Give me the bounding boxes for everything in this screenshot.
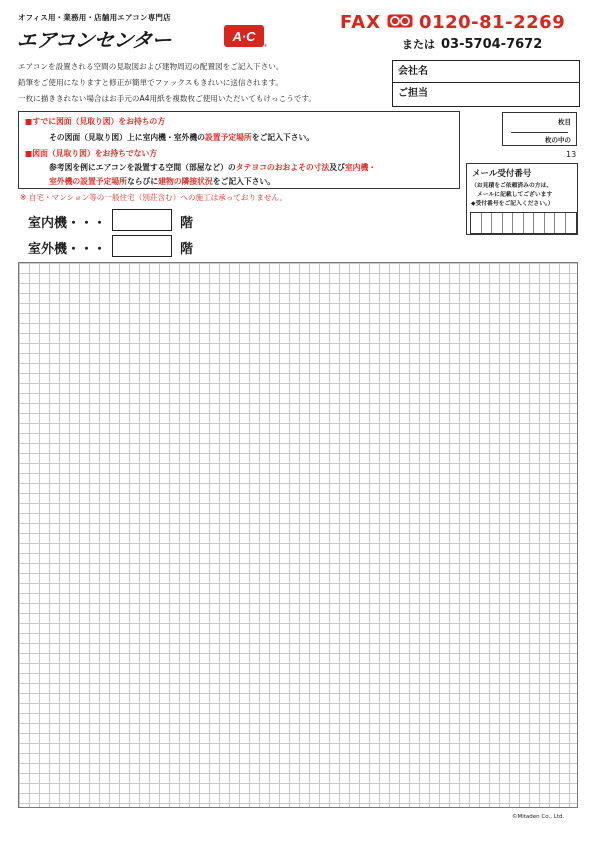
company-name-field[interactable] [393, 61, 579, 83]
logo-mark [223, 24, 269, 48]
mail-note-3: ◆受付番号をご記入ください。） [471, 201, 554, 207]
case1-title-text: すでに図面（見取り図）をお持ちの方 [32, 117, 166, 126]
contact-person-field[interactable] [393, 83, 579, 105]
page-number: 13 [566, 150, 577, 159]
mail-title: メール受付番号 [472, 169, 532, 179]
mail-digit-cell[interactable] [566, 213, 577, 233]
case2-body-2 [49, 176, 275, 187]
mail-digit-cell[interactable] [513, 213, 524, 233]
mail-digit-cell[interactable] [471, 213, 482, 233]
fax-line [340, 12, 565, 33]
case1-text-d: 室外機 [173, 133, 198, 142]
alt-prefix: または [402, 38, 435, 51]
mail-digit-cell[interactable] [534, 213, 545, 233]
case2-text-c: 及び [329, 163, 345, 172]
mail-digit-cell[interactable] [545, 213, 556, 233]
case1-text-a: その図面（見取り図）上に [49, 133, 143, 142]
outdoor-floor-input[interactable] [112, 235, 172, 257]
instructions-box [18, 111, 460, 189]
company-label: 会社名 [398, 66, 428, 77]
case2-text-e: 室外機の設置予定場所 [49, 177, 127, 186]
residential-warning: ※ 自宅・マンション等の一般住宅（別荘含む）への施工は承っておりません。 [20, 193, 288, 202]
fax-label: FAX [340, 12, 382, 33]
intro-line-3: 一枚に描ききれない場合はお手元のA4用紙を複数枚ご使用いただいてもけっこうです。 [18, 94, 316, 103]
sheet-label: 枚目 [558, 118, 571, 126]
intro-line-2: 鉛筆をご使用になりますと修正が簡単でファックスもきれいに送信されます。 [18, 78, 283, 87]
sheet-divider [511, 132, 568, 133]
case2-text-b: タテヨコのおおよその寸法 [235, 163, 330, 172]
freedial-icon [387, 12, 413, 33]
mail-digit-cell[interactable] [482, 213, 493, 233]
copyright: ©Mitaden Co., Ltd. [512, 814, 565, 820]
mail-digit-cell[interactable] [492, 213, 503, 233]
case2-body-1 [49, 162, 376, 173]
indoor-floor-suffix: 階 [180, 216, 194, 231]
case2-text-g: 建物の隣接状況 [158, 177, 213, 186]
mail-reception-box [466, 163, 578, 235]
mail-number-input[interactable] [470, 212, 577, 234]
mail-digit-cell[interactable] [524, 213, 535, 233]
case1-text-g: をご記入下さい。 [251, 133, 315, 142]
indoor-floor-input[interactable] [112, 209, 172, 231]
bullet: ■ [25, 149, 33, 158]
bullet: ■ [25, 117, 33, 126]
outdoor-floor-suffix: 階 [180, 242, 194, 257]
mail-note-1: （お見積をご依頼済みの方は、 [471, 183, 553, 189]
case2-text-a: 参考図を例にエアコンを設置する空間（部屋など）の [49, 163, 236, 172]
fax-number: 0120-81-2269 [419, 12, 566, 33]
case2-title [25, 148, 157, 159]
intro-line-1: エアコンを設置される空間の見取図および建物周辺の配置図をご記入下さい。 [18, 62, 284, 71]
contact-label: ご担当 [398, 88, 428, 99]
sheet-count-box[interactable] [502, 112, 577, 146]
mail-digit-cell[interactable] [555, 213, 566, 233]
case1-title [25, 116, 165, 127]
indoor-unit-label: 室内機・・・ [28, 216, 107, 231]
case2-text-f: ならびに [126, 177, 159, 186]
company-info-box [392, 60, 580, 107]
case1-text-f: 設置予定場所 [204, 133, 252, 142]
alt-number: 03-5704-7672 [441, 37, 543, 52]
case1-body [49, 132, 314, 143]
svg-text:®: ® [264, 43, 267, 48]
case1-text-b: 室内機 [142, 133, 166, 142]
case2-text-d: 室内機・ [344, 163, 377, 172]
logo-text: エアコンセンター [15, 28, 173, 52]
outdoor-unit-label: 室外機・・・ [28, 242, 107, 257]
case2-text-h: をご記入下さい。 [212, 177, 276, 186]
case1-text-e: の [197, 133, 205, 142]
case2-title-text: 図面（見取り図）をお持ちでない方 [32, 149, 158, 158]
tagline: オフィス用・業務用・店舗用エアコン専門店 [18, 13, 171, 22]
svg-text:A·C: A·C [232, 29, 256, 44]
drawing-grid[interactable] [18, 262, 578, 808]
mail-digit-cell[interactable] [503, 213, 514, 233]
alt-fax-line [402, 36, 542, 52]
case1-text-c: ・ [165, 133, 174, 142]
mail-note-2: メールに記載してございます [477, 192, 553, 198]
sheet-of-label: 枚の中の [545, 136, 571, 144]
